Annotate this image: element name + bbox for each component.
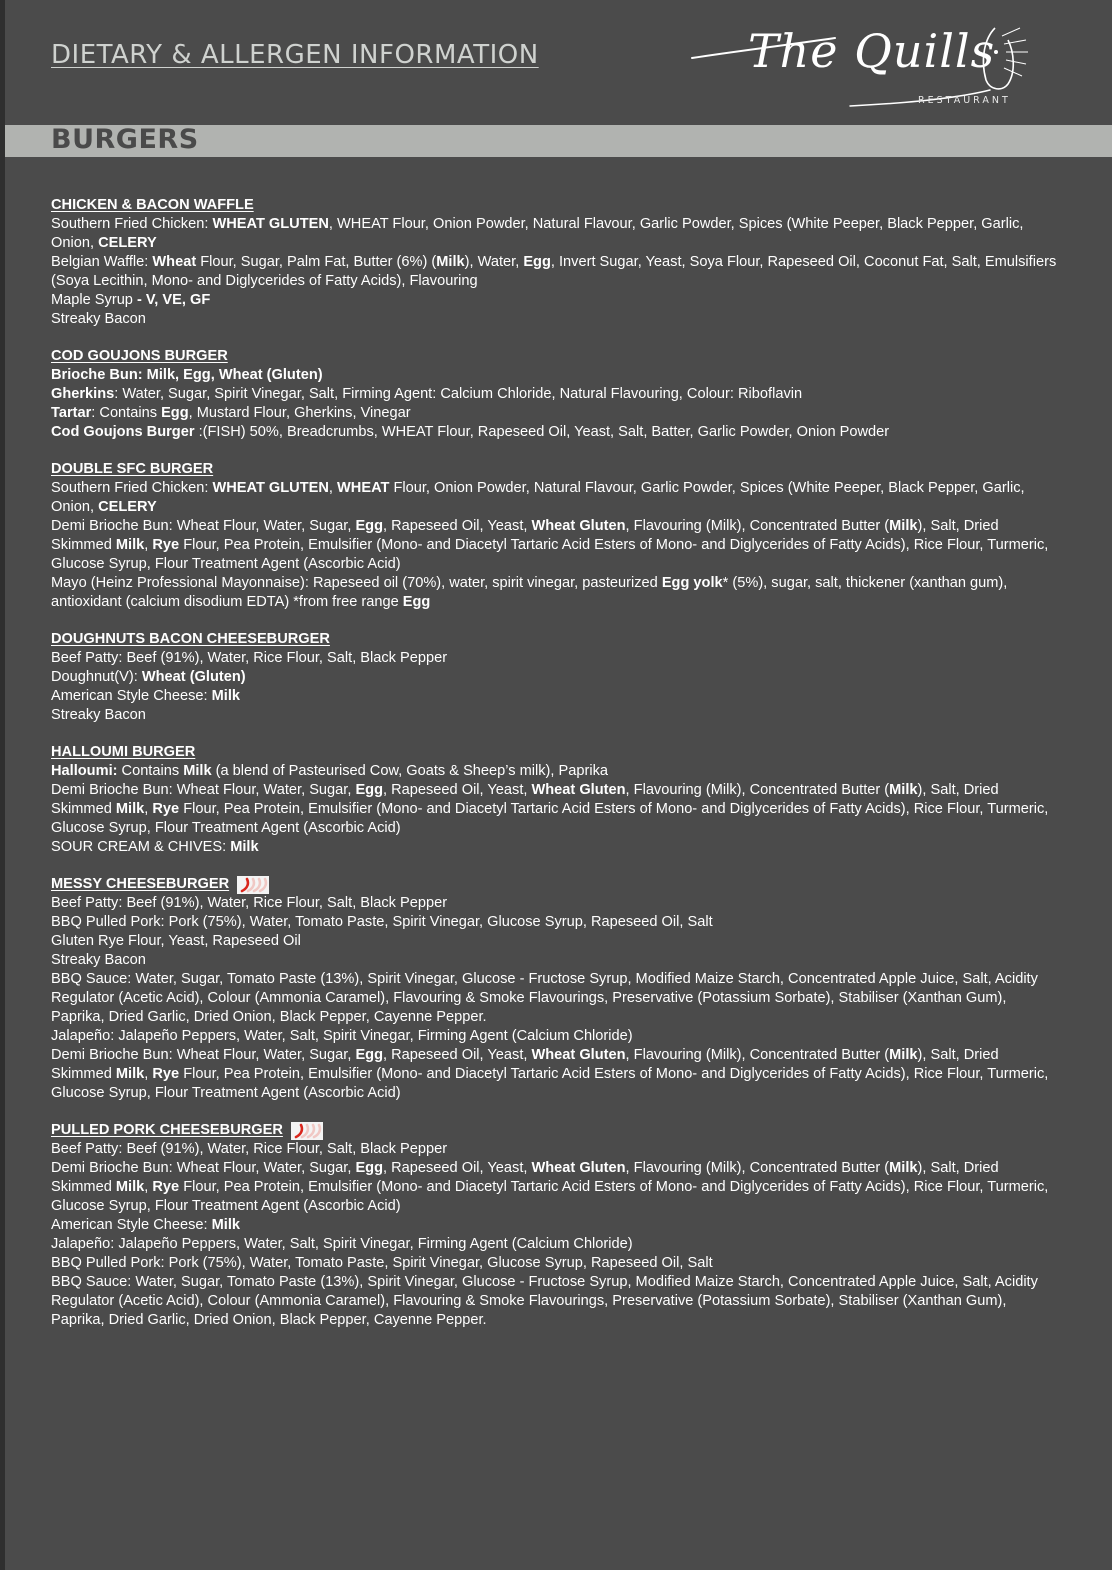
ingredient-text: Streaky Bacon — [51, 311, 146, 327]
ingredient-text: Beef Patty: Beef (91%), Water, Rice Flour, Salt, Black Pepper — [51, 895, 448, 911]
ingredient-text: Demi Brioche Bun: Wheat Flour, Water, Sugar, — [51, 1160, 356, 1176]
ingredient-line — [51, 781, 1063, 838]
allergen-text: Wheat — [152, 254, 197, 270]
allergen-text: Egg — [355, 782, 384, 798]
ingredient-line — [51, 913, 1063, 932]
ingredient-text: (a blend of Pasteurised Cow, Goats & Sheep’s milk), Paprika — [211, 763, 608, 779]
ingredient-line — [51, 932, 1063, 951]
ingredient-text: ), Salt, Dried Skimmed — [51, 1160, 999, 1195]
ingredient-text: , Flavouring (Milk), Concentrated Butter ( — [625, 782, 890, 798]
ingredient-line — [51, 1216, 1063, 1235]
ingredient-text: , Rapeseed Oil, Yeast, — [383, 1047, 532, 1063]
allergen-text: Milk — [889, 1160, 918, 1176]
ingredient-text: American Style Cheese: — [51, 1217, 212, 1233]
logo-subtitle: RESTAURANT — [918, 95, 1011, 106]
ingredient-text: BBQ Pulled Pork: Pork (75%), Water, Tomato Paste, Spirit Vinegar, Glucose Syrup, Rapeseed Oil, Salt — [51, 914, 713, 930]
ingredient-line — [51, 838, 1063, 857]
ingredient-text: , Mustard Flour, Gherkins, Vinegar — [188, 405, 411, 421]
ingredient-text: Southern Fried Chicken: — [51, 216, 213, 232]
ingredient-line — [51, 1140, 1063, 1159]
ingredient-text: Flour, Pea Protein, Emulsifier (Mono- and Diacetyl Tartaric Acid Esters of Mono- and Diglycerides of Fatty Acids), Rice Flour, Turmeric, Glucose Syrup, Flour Treatment Agent (Ascorbic Acid) — [51, 801, 1049, 836]
ingredient-text: Beef Patty: Beef (91%), Water, Rice Flour, Salt, Black Pepper — [51, 650, 448, 666]
ingredient-line — [51, 517, 1063, 574]
section-title: BURGERS — [51, 124, 199, 155]
menu-item — [51, 460, 1063, 612]
menu-item-title — [51, 460, 1063, 479]
menu-item-name: HALLOUMI BURGER — [51, 744, 196, 760]
menu-item-title — [51, 347, 1063, 366]
menu-item-name: CHICKEN & BACON WAFFLE — [51, 197, 254, 213]
allergen-text: Egg — [161, 405, 189, 421]
chili-icon — [291, 1122, 323, 1140]
allergen-text: Milk — [230, 839, 259, 855]
ingredient-text: Mayo (Heinz Professional Mayonnaise): Rapeseed oil (70%), water, spirit vinegar, pasteurized — [51, 575, 662, 591]
allergen-text: Wheat Gluten — [531, 1160, 626, 1176]
ingredient-line — [51, 1235, 1063, 1254]
ingredient-line — [51, 1027, 1063, 1046]
ingredient-text: : Water, Sugar, Spirit Vinegar, Salt, Firming Agent: Calcium Chloride, Natural Flavouring, Colour: Riboflavin — [114, 386, 803, 402]
menu-item — [51, 630, 1063, 725]
allergen-text: Gherkins — [51, 386, 115, 402]
allergen-text: Wheat Gluten — [531, 518, 626, 534]
ingredient-text: ), Salt, Dried Skimmed — [51, 1047, 999, 1082]
ingredient-line — [51, 574, 1063, 612]
ingredient-text: , Flavouring (Milk), Concentrated Butter ( — [625, 518, 890, 534]
ingredient-text: Flour, Pea Protein, Emulsifier (Mono- and Diacetyl Tartaric Acid Esters of Mono- and Diglycerides of Fatty Acids), Rice Flour, Turmeric, Glucose Syrup, Flour Treatment Agent (Ascorbic Acid) — [51, 537, 1049, 572]
ingredient-line — [51, 423, 1063, 442]
ingredient-line — [51, 687, 1063, 706]
allergen-text: - V, VE, GF — [136, 292, 211, 308]
ingredient-line — [51, 1273, 1063, 1330]
allergen-text: Milk — [115, 537, 145, 553]
ingredient-line — [51, 404, 1063, 423]
ingredient-text: , Rapeseed Oil, Yeast, — [383, 1160, 532, 1176]
page-left-edge — [0, 0, 5, 1570]
menu-item-title — [51, 743, 1063, 762]
menu-item — [51, 875, 1063, 1103]
page-title: DIETARY & ALLERGEN INFORMATION — [51, 40, 539, 70]
ingredient-line — [51, 479, 1063, 517]
menu-item-name: DOUGHNUTS BACON CHEESEBURGER — [51, 631, 330, 647]
allergen-text: WHEAT GLUTEN — [212, 216, 329, 232]
ingredient-line — [51, 253, 1063, 291]
ingredient-text: , — [328, 480, 338, 496]
menu-item — [51, 347, 1063, 442]
ingredient-line — [51, 366, 1063, 385]
allergen-text: CELERY — [98, 235, 157, 251]
allergen-text: Rye — [152, 1179, 180, 1195]
ingredient-text: , Flavouring (Milk), Concentrated Butter ( — [625, 1160, 890, 1176]
ingredient-text: , Flavouring (Milk), Concentrated Butter ( — [625, 1047, 890, 1063]
ingredient-text: American Style Cheese: — [51, 688, 212, 704]
ingredient-text: , — [144, 1179, 153, 1195]
allergen-text: Milk — [115, 1179, 145, 1195]
ingredient-text: * (5%), sugar, salt, thickener (xanthan gum), antioxidant (calcium disodium EDTA) *from free range — [51, 575, 1008, 610]
menu-item — [51, 196, 1063, 329]
allergen-text: Wheat (Gluten) — [141, 669, 246, 685]
ingredient-text: , — [144, 537, 153, 553]
allergen-text: WHEAT — [337, 480, 390, 496]
allergen-text: Egg — [355, 1160, 384, 1176]
menu-item-name: PULLED PORK CHEESEBURGER — [51, 1122, 283, 1138]
ingredient-line — [51, 649, 1063, 668]
ingredient-text: Maple Syrup — [51, 292, 137, 308]
ingredient-line — [51, 1159, 1063, 1216]
ingredient-text: Flour, Pea Protein, Emulsifier (Mono- and Diacetyl Tartaric Acid Esters of Mono- and Diglycerides of Fatty Acids), Rice Flour, Turmeric, Glucose Syrup, Flour Treatment Agent (Ascorbic Acid) — [51, 1179, 1049, 1214]
allergen-text: Halloumi: — [51, 763, 118, 779]
allergen-text: Wheat Gluten — [531, 1047, 626, 1063]
ingredient-line — [51, 951, 1063, 970]
ingredient-text: , WHEAT Flour, Onion Powder, Natural Flavour, Garlic Powder, Spices (White Peeper, Black Pepper, Garlic, Onion, — [51, 216, 1024, 251]
allergen-text: Egg — [402, 594, 431, 610]
ingredient-line — [51, 762, 1063, 781]
ingredient-line — [51, 291, 1063, 310]
ingredient-text: Gluten Rye Flour, Yeast, Rapeseed Oil — [51, 933, 301, 949]
ingredient-text: Flour, Sugar, Palm Fat, Butter (6%) ( — [196, 254, 437, 270]
ingredient-text: Beef Patty: Beef (91%), Water, Rice Flour, Salt, Black Pepper — [51, 1141, 448, 1157]
ingredient-text: Streaky Bacon — [51, 952, 146, 968]
ingredient-text: , — [144, 1066, 153, 1082]
menu-items — [51, 196, 1063, 1348]
ingredient-text: Flour, Pea Protein, Emulsifier (Mono- and Diacetyl Tartaric Acid Esters of Mono- and Diglycerides of Fatty Acids), Rice Flour, Turmeric, Glucose Syrup, Flour Treatment Agent (Ascorbic Acid) — [51, 1066, 1049, 1101]
ingredient-text: Demi Brioche Bun: Wheat Flour, Water, Sugar, — [51, 1047, 356, 1063]
ingredient-text: Jalapeño: Jalapeño Peppers, Water, Salt, Spirit Vinegar, Firming Agent (Calcium Chloride) — [51, 1236, 633, 1252]
menu-item-title — [51, 875, 1063, 894]
ingredient-text: , — [144, 801, 153, 817]
menu-item-title — [51, 630, 1063, 649]
ingredient-text: , Rapeseed Oil, Yeast, — [383, 518, 532, 534]
allergen-text: Milk — [211, 1217, 240, 1233]
allergen-text: Milk — [436, 254, 465, 270]
ingredient-text: SOUR CREAM & CHIVES: — [51, 839, 231, 855]
allergen-text: Rye — [152, 537, 180, 553]
ingredient-text: : Contains — [91, 405, 162, 421]
allergen-text: Rye — [152, 1066, 180, 1082]
allergen-text: Egg yolk — [661, 575, 723, 591]
allergen-text: WHEAT GLUTEN — [212, 480, 329, 496]
ingredient-text: Demi Brioche Bun: Wheat Flour, Water, Sugar, — [51, 782, 356, 798]
menu-item — [51, 743, 1063, 857]
allergen-text: Milk — [889, 518, 918, 534]
ingredient-line — [51, 310, 1063, 329]
allergen-text: Wheat Gluten — [531, 782, 626, 798]
ingredient-line — [51, 385, 1063, 404]
ingredient-text: Southern Fried Chicken: — [51, 480, 213, 496]
menu-item-title — [51, 196, 1063, 215]
logo-wordmark: The Quills — [748, 24, 996, 78]
ingredient-text: Flour, Onion Powder, Natural Flavour, Garlic Powder, Spices (White Peeper, Black Pepper, Garlic, Onion, — [51, 480, 1025, 515]
ingredient-line — [51, 215, 1063, 253]
allergen-text: Tartar — [51, 405, 92, 421]
ingredient-text: Demi Brioche Bun: Wheat Flour, Water, Sugar, — [51, 518, 356, 534]
allergen-text: Milk — [889, 1047, 918, 1063]
ingredient-line — [51, 706, 1063, 725]
ingredient-text: ), Salt, Dried Skimmed — [51, 782, 999, 817]
allergen-text: Egg — [355, 518, 384, 534]
ingredient-text: , Invert Sugar, Yeast, Soya Flour, Rapeseed Oil, Coconut Fat, Salt, Emulsifiers (Soya Lecithin, Mono- and Diglycerides of Fatty Acids), Flavouring — [51, 254, 1057, 289]
menu-item-title — [51, 1121, 1063, 1140]
ingredient-text: Streaky Bacon — [51, 707, 146, 723]
allergen-text: Egg — [523, 254, 551, 270]
ingredient-text: BBQ Sauce: Water, Sugar, Tomato Paste (13%), Spirit Vinegar, Glucose - Fructose Syrup, Modified Maize Starch, Concentrated Apple Juice, Salt, Acidity Regulator (Acetic Acid), Colour (Ammonia Caramel), Flavouring & Smoke Flavourings, Preservative (Potassium Sorbate), Stabiliser (Xanthan Gum), Paprika, Dried Garlic, Dried Onion, Black Pepper, Cayenne Pepper. — [51, 1274, 1038, 1328]
menu-item-name: MESSY CHEESEBURGER — [51, 876, 230, 892]
ingredient-text: :(FISH) 50%, Breadcrumbs, WHEAT Flour, Rapeseed Oil, Yeast, Salt, Batter, Garlic Powder, Onion Powder — [194, 424, 890, 440]
ingredient-text: Belgian Waffle: — [51, 254, 153, 270]
allergen-text: Milk — [115, 801, 145, 817]
ingredient-line — [51, 1046, 1063, 1103]
allergen-text: Milk — [183, 763, 212, 779]
menu-item — [51, 1121, 1063, 1330]
allergen-text: Milk — [889, 782, 918, 798]
ingredient-text: Jalapeño: Jalapeño Peppers, Water, Salt, Spirit Vinegar, Firming Agent (Calcium Chloride) — [51, 1028, 633, 1044]
ingredient-text: ), Water, — [464, 254, 524, 270]
menu-item-name: COD GOUJONS BURGER — [51, 348, 228, 364]
ingredient-text: Contains — [117, 763, 184, 779]
ingredient-line — [51, 1254, 1063, 1273]
allergen-text: Milk — [211, 688, 240, 704]
allergen-text: Rye — [152, 801, 180, 817]
allergen-text: CELERY — [98, 499, 157, 515]
ingredient-line — [51, 668, 1063, 687]
menu-item-name: DOUBLE SFC BURGER — [51, 461, 214, 477]
allergen-text: Milk — [115, 1066, 145, 1082]
ingredient-text: BBQ Sauce: Water, Sugar, Tomato Paste (13%), Spirit Vinegar, Glucose - Fructose Syrup, Modified Maize Starch, Concentrated Apple Juice, Salt, Acidity Regulator (Acetic Acid), Colour (Ammonia Caramel), Flavouring & Smoke Flavourings, Preservative (Potassium Sorbate), Stabiliser (Xanthan Gum), Paprika, Dried Garlic, Dried Onion, Black Pepper, Cayenne Pepper. — [51, 971, 1038, 1025]
allergen-text: Cod Goujons Burger — [51, 424, 195, 440]
ingredient-line — [51, 970, 1063, 1027]
ingredient-text: ), Salt, Dried Skimmed — [51, 518, 999, 553]
ingredient-text: Doughnut(V): — [51, 669, 142, 685]
ingredient-text: BBQ Pulled Pork: Pork (75%), Water, Tomato Paste, Spirit Vinegar, Glucose Syrup, Rapeseed Oil, Salt — [51, 1255, 713, 1271]
allergen-text: Egg — [355, 1047, 384, 1063]
allergen-text: Brioche Bun: Milk, Egg, Wheat (Gluten) — [51, 367, 323, 383]
ingredient-text: , Rapeseed Oil, Yeast, — [383, 782, 532, 798]
chili-icon — [237, 876, 269, 894]
ingredient-line — [51, 894, 1063, 913]
